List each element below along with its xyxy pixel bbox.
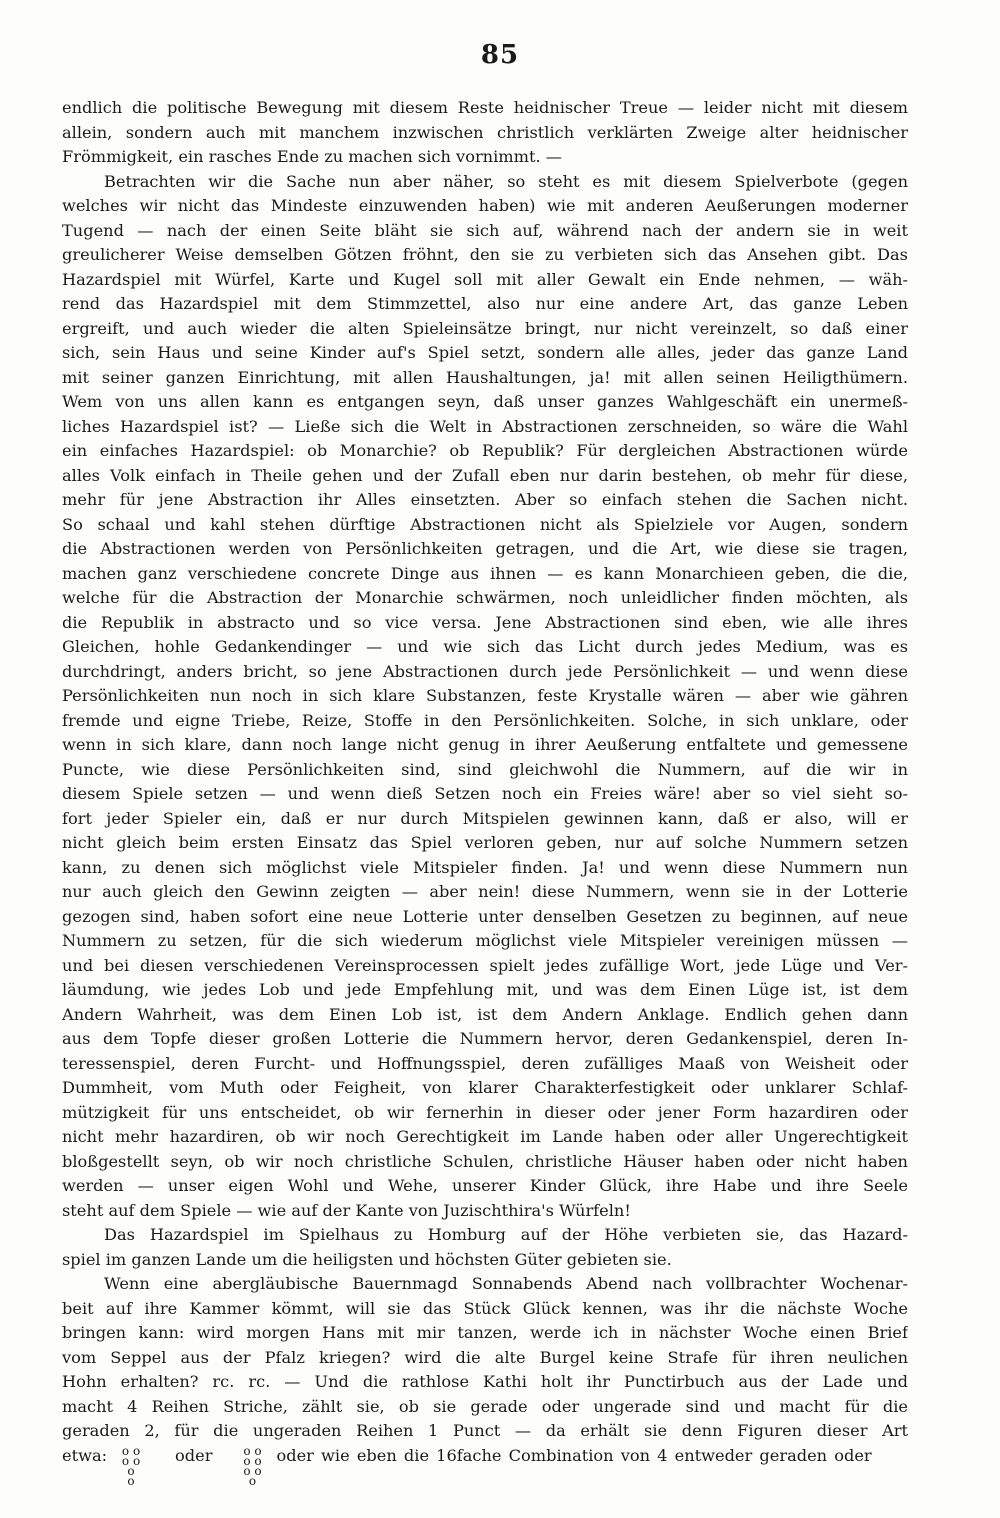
text-line: macht 4 Reihen Striche, zählt sie, ob sie gerade oder ungerade sind und macht für die <box>62 1396 908 1416</box>
dot-figure-1 <box>121 1443 141 1488</box>
text-line: Gleichen, hohle Gedankendinger — und wie sich das Licht durch jedes Medium, was es <box>62 637 908 656</box>
text-line: Frömmigkeit, ein rasches Ende zu machen sich vornimmt. — <box>62 147 562 166</box>
text-line: Tugend — nach der einen Seite bläht sie sich auf, während nach der andern sie in weit <box>62 220 908 240</box>
text-line: aus dem Topfe dieser großen Lotterie die Nummern hervor, deren Gedankenspiel, deren In- <box>62 1029 908 1048</box>
text-line: mützigkeit für uns entscheidet, ob wir fernerhin in dieser oder jener Form hazardiren oder <box>62 1102 908 1122</box>
dot-row: o <box>127 1463 135 1478</box>
text-line: fort jeder Spieler ein, daß er nur durch Mitspielen gewinnen kann, daß er also, will er <box>62 808 908 828</box>
text-body <box>62 96 908 1488</box>
text-line: mit seiner ganzen Einrichtung, mit allen Haushaltungen, ja! mit allen seinen Heiligthümern. <box>62 367 908 387</box>
text-line: So schaal und kahl stehen dürftige Abstractionen nicht als Spielziele vor Augen, sondern <box>62 514 908 534</box>
dot-row: o o <box>243 1443 262 1458</box>
text-line: mehr für jene Abstraction ihr Alles einsetzten. Aber so einfach stehen die Sachen nicht. <box>62 490 908 509</box>
final-line-part: etwa: <box>62 1445 108 1465</box>
text-line: werden — unser eigen Wohl und Wehe, unserer Kinder Glück, ihre Habe und ihre Seele <box>62 1176 908 1195</box>
text-line: liches Hazardspiel ist? — Ließe sich die Welt in Abstractionen zerschneiden, so wäre die Wahl <box>62 416 908 436</box>
text-line: greulicherer Weise demselben Götzen fröhnt, den sie zu verbieten sich das Ansehen gibt. Das <box>62 245 908 264</box>
text-line: ergreift, und auch wieder die alten Spieleinsätze bringt, nur nicht vereinzelt, so daß einer <box>62 318 908 338</box>
text-line: beit auf ihre Kammer kömmt, will sie das Stück Glück kennen, was ihr die nächste Woche <box>62 1298 908 1318</box>
text-line: Andern Wahrheit, was dem Einen Lob ist, ist dem Andern Anklage. Endlich gehen dann <box>62 1004 908 1024</box>
text-line: bringen kann: wird morgen Hans mit mir tanzen, werde ich in nächster Woche einen Brief <box>62 1323 908 1342</box>
text-line: Hohn erhalten? rc. rc. — Und die rathlose Kathi holt ihr Punctirbuch aus der Lade und <box>62 1372 908 1391</box>
dot-row: o o <box>243 1463 262 1478</box>
text-line: durchdringt, anders bricht, so jene Abstractionen durch jede Persönlichkeit — und wenn diese <box>62 661 908 681</box>
text-line: nicht mehr hazardiren, ob wir noch Gerechtigkeit im Lande haben oder aller Ungerechtigkeit <box>62 1127 908 1146</box>
text-line: wenn in sich klare, dann noch lange nicht genug in ihrer Aeußerung entfaltete und gemessene <box>62 735 908 754</box>
text-line: bloßgestellt seyn, ob wir noch christliche Schulen, christliche Häuser haben oder nicht haben <box>62 1151 908 1171</box>
text-line: läumdung, wie jedes Lob und jede Empfehlung mit, und was dem Einen Lüge ist, ist dem <box>62 980 908 999</box>
text-line: Wem von uns allen kann es entgangen seyn, daß unser ganzes Wahlgeschäft ein unermeß- <box>62 392 908 411</box>
dot-row: o o <box>121 1443 141 1458</box>
text-line: Wenn eine abergläubische Bauernmagd Sonnabends Abend nach vollbrachter Wochenar- <box>104 1274 908 1293</box>
dot-row: o o <box>121 1453 141 1468</box>
text-line: teressenspiel, deren Furcht- und Hoffnungsspiel, deren zufälliges Maaß von Weisheit oder <box>62 1053 908 1073</box>
text-line: diesem Spiele setzen — und wenn dieß Setzen noch ein Freies wäre! aber so viel sieht so- <box>62 784 908 803</box>
dot-row: o <box>248 1473 257 1488</box>
final-line-part: oder wie eben die 16fache Combination von 4 entweder geraden oder <box>276 1445 872 1465</box>
final-line-part: oder <box>175 1445 213 1465</box>
text-line: rend das Hazardspiel mit dem Stimmzettel, also nur eine andere Art, das ganze Leben <box>62 294 908 313</box>
text-line: Hazardspiel mit Würfel, Karte und Kugel soll mit aller Gewalt ein Ende nehmen, — wäh- <box>62 269 908 289</box>
dot-figure-2 <box>242 1443 262 1488</box>
page-number: 85 <box>480 40 520 70</box>
text-line: geraden 2, für die ungeraden Reihen 1 Punct — da erhält sie denn Figuren dieser Art <box>62 1421 908 1440</box>
text-line: sich, sein Haus und seine Kinder auf's Spiel setzt, sondern alle alles, jeder das ganze Land <box>62 343 908 362</box>
text-line: spiel im ganzen Lande um die heiligsten und höchsten Güter gebieten sie. <box>62 1249 672 1269</box>
text-line: fremde und eigne Triebe, Reize, Stoffe in den Persönlichkeiten. Solche, in sich unklare, oder <box>62 710 908 730</box>
text-line: Puncte, wie diese Persönlichkeiten sind, sind gleichwohl die Nummern, auf die wir in <box>62 759 908 779</box>
text-line: machen ganz verschiedene concrete Dinge aus ihnen — es kann Monarchieen geben, die die, <box>62 563 908 583</box>
text-line: endlich die politische Bewegung mit diesem Reste heidnischer Treue — leider nicht mit diesem <box>62 98 908 117</box>
text-line: Nummern zu setzen, für die sich wiederum möglichst viele Mitspieler vereinigen müssen — <box>62 931 908 950</box>
dot-row: o o <box>243 1453 262 1468</box>
text-line: nicht gleich beim ersten Einsatz das Spiel verloren geben, nur auf solche Nummern setzen <box>62 833 908 852</box>
text-line: welches wir nicht das Mindeste einzuwenden haben) wie mit anderen Aeußerungen moderner <box>62 196 908 215</box>
text-line: Dummheit, vom Muth oder Feigheit, von klarer Charakterfestigkeit oder unklarer Schlaf- <box>62 1078 908 1097</box>
text-line: steht auf dem Spiele — wie auf der Kante von Juzischthira's Würfeln! <box>62 1200 631 1220</box>
text-line: nur auch gleich den Gewinn zeigten — aber nein! diese Nummern, wenn sie in der Lotterie <box>62 882 908 901</box>
text-line: kann, zu denen sich möglichst viele Mitspieler finden. Ja! und wenn diese Nummern nun <box>62 857 908 877</box>
text-line: gezogen sind, haben sofort eine neue Lotterie unter denselben Gesetzen zu beginnen, auf neue <box>62 906 908 926</box>
text-line: Persönlichkeiten nun noch in sich klare Substanzen, feste Krystalle wären — aber wie gähren <box>62 686 908 705</box>
text-line: die Republik in abstracto und so vice versa. Jene Abstractionen sind eben, wie alle ihres <box>62 612 908 632</box>
text-line: Das Hazardspiel im Spielhaus zu Homburg auf der Höhe verbieten sie, das Hazard- <box>104 1225 908 1244</box>
dot-row: o <box>127 1473 135 1488</box>
text-line: welche für die Abstraction der Monarchie schwärmen, noch unleidlicher finden möchten, als <box>62 588 908 607</box>
text-line: die Abstractionen werden von Persönlichkeiten getragen, und die Art, wie diese sie tragen, <box>62 539 908 558</box>
text-line: vom Seppel aus der Pfalz kriegen? wird die alte Burgel keine Strafe für ihren neulichen <box>62 1347 908 1367</box>
text-line: und bei diesen verschiedenen Vereinsprocessen spielt jedes zufällige Wort, jede Lüge und Ver- <box>62 955 908 975</box>
final-text-line <box>62 1443 908 1488</box>
text-line: alles Volk einfach in Theile gehen und der Zufall eben nur darin bestehen, ob mehr für diese, <box>62 465 908 485</box>
text-line: Betrachten wir die Sache nun aber näher, so steht es mit diesem Spielverbote (gegen <box>104 171 908 191</box>
text-line: allein, sondern auch mit manchem inzwischen christlich verklärten Zweige alter heidnischer <box>62 122 908 142</box>
text-line: ein einfaches Hazardspiel: ob Monarchie? ob Republik? Für dergleichen Abstractionen würde <box>62 441 908 460</box>
